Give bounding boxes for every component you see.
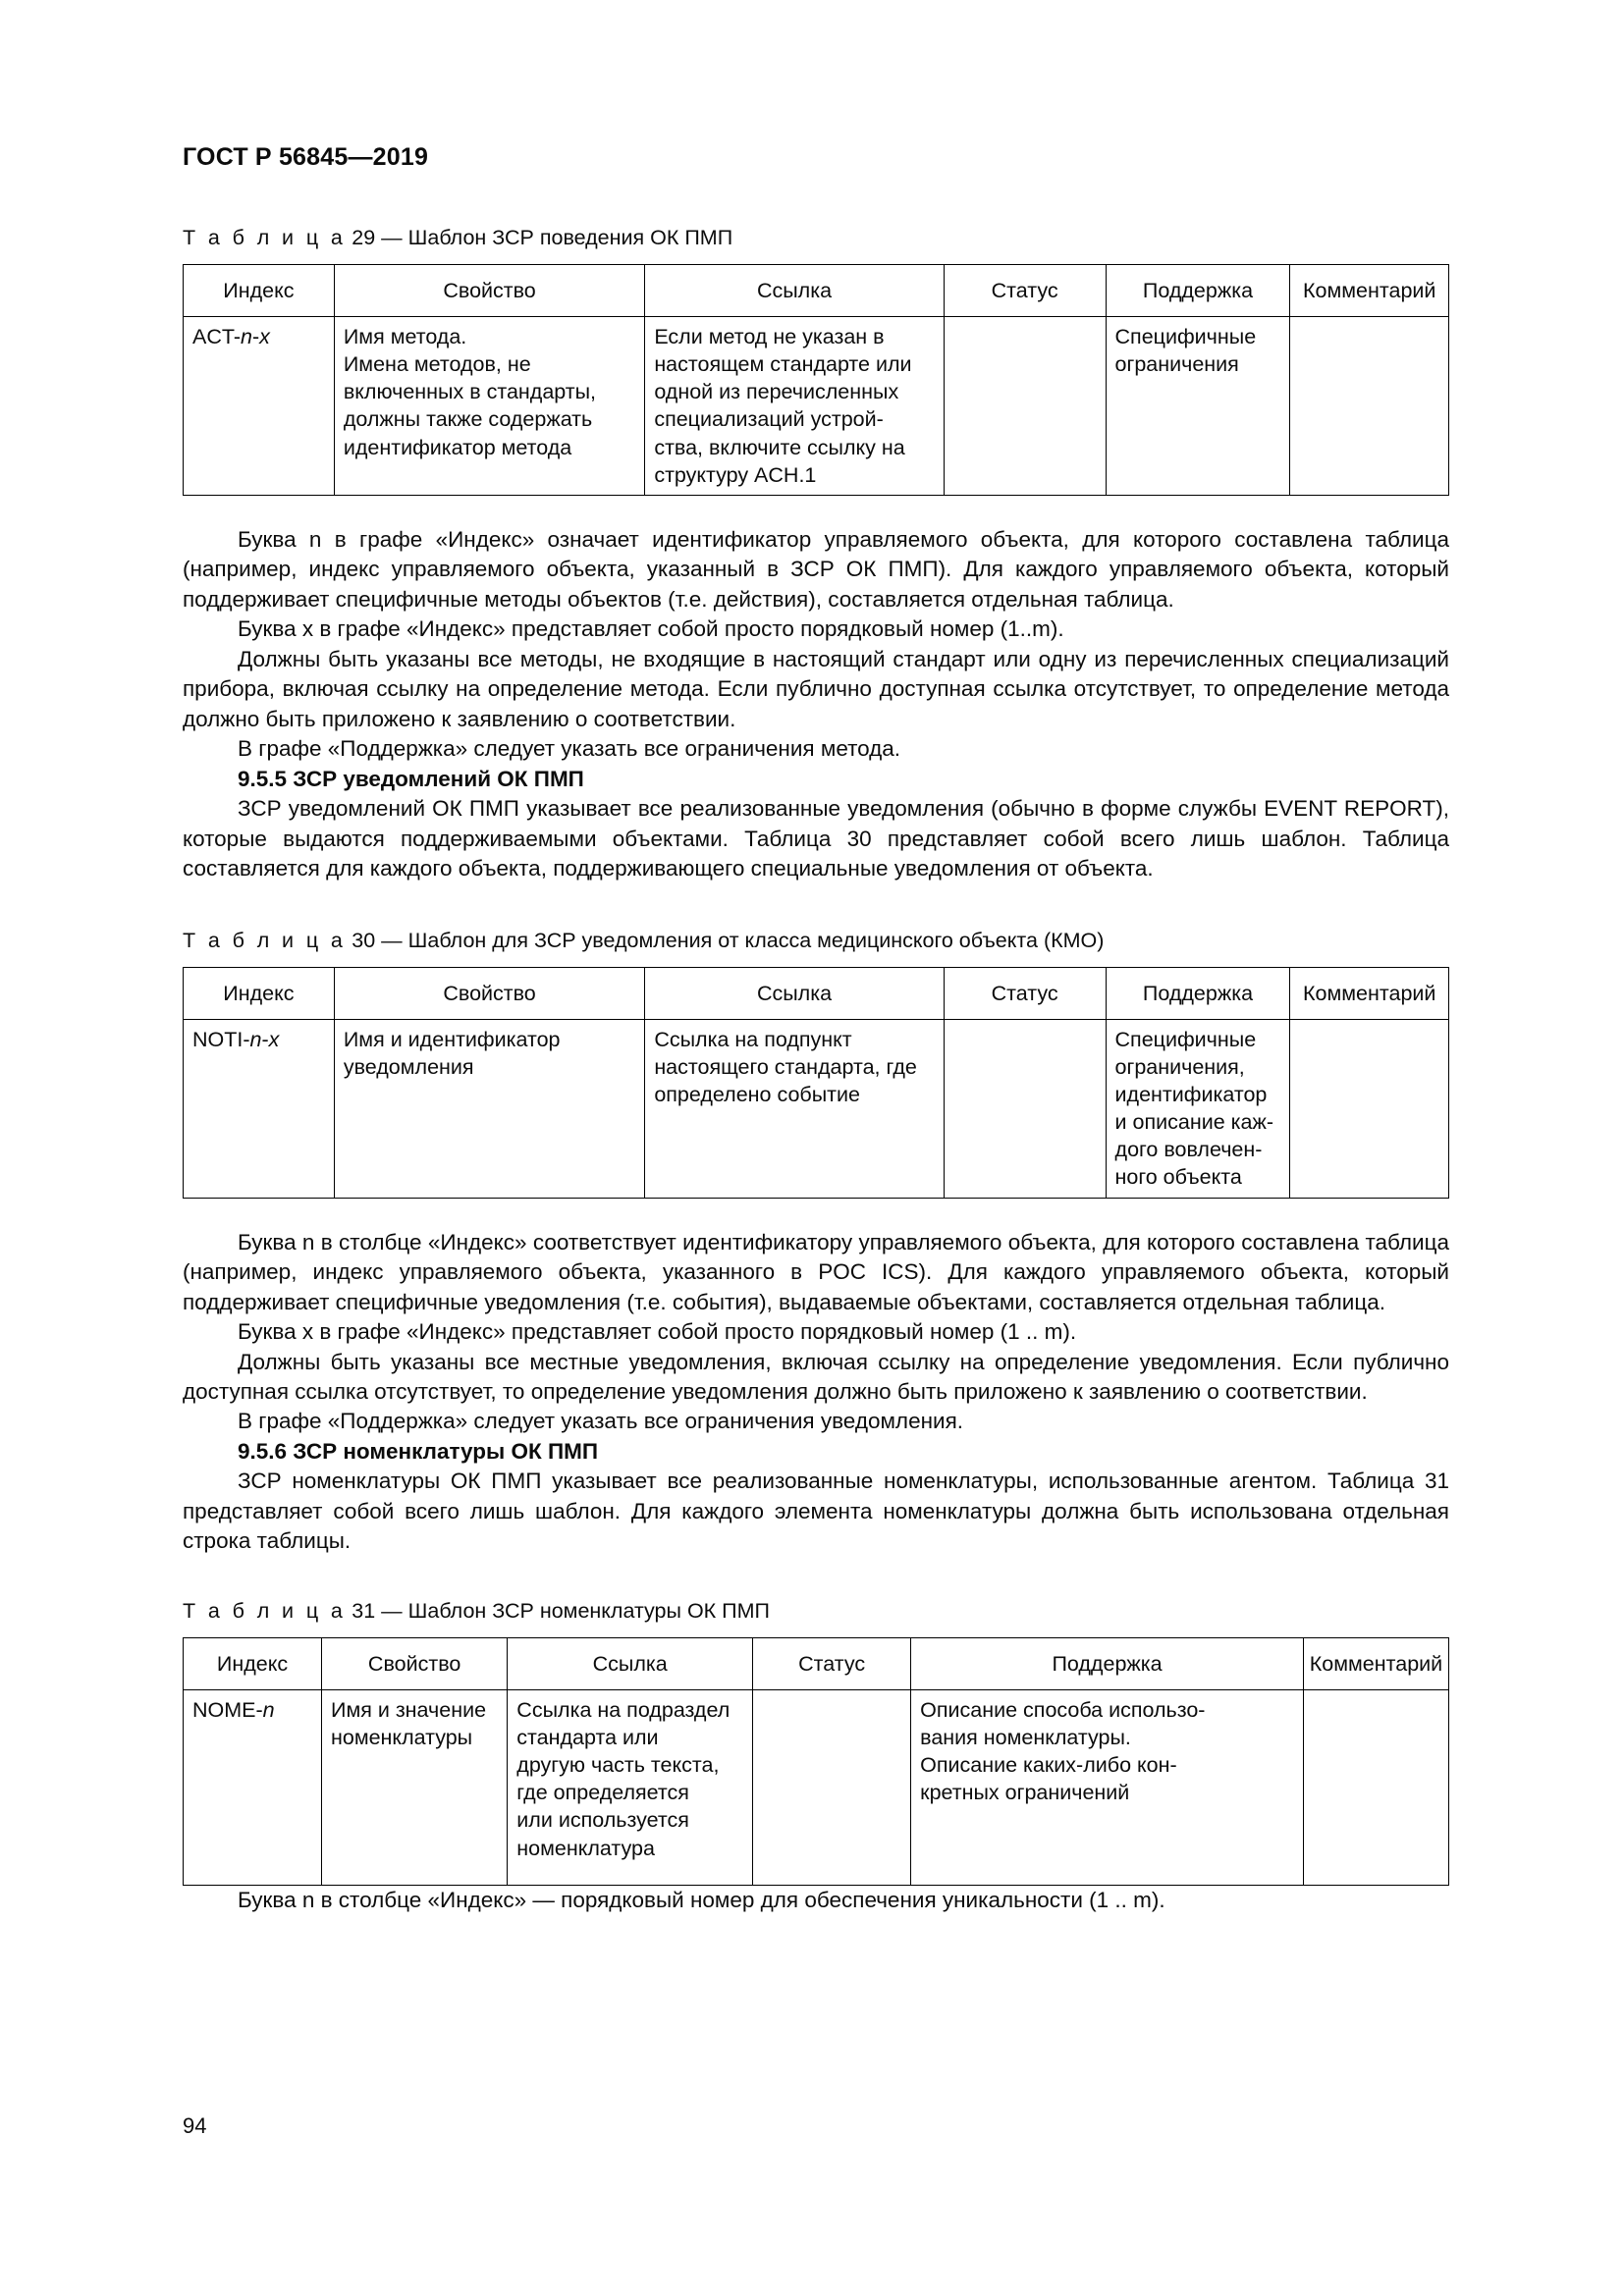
table-31-caption-title: Шаблон ЗСР номенклатуры ОК ПМП [407, 1598, 770, 1623]
page-number: 94 [183, 2113, 207, 2138]
table-29-caption [183, 225, 1449, 252]
table-30-cell-index [184, 1019, 335, 1198]
text-line: номенклатуры [330, 1725, 473, 1749]
text-line: идентификатор метода [343, 435, 572, 459]
text-line: Ссылка на подраздел [516, 1697, 731, 1722]
text-line: Специфичные [1114, 1027, 1257, 1051]
text-line: номенклатура [516, 1836, 655, 1860]
table-31-caption-number: 31 [352, 1598, 376, 1623]
text-line: ограничения, [1114, 1054, 1245, 1079]
table-30-caption-number: 30 [352, 928, 376, 952]
table-31-row [184, 1689, 1449, 1885]
text-line: одной из перечисленных [654, 380, 899, 404]
table-31-index-n: n [262, 1697, 275, 1722]
table-29-col-status: Статус [944, 264, 1106, 316]
table-29-index-prefix: ACT- [192, 324, 241, 348]
text-line: Описание способа использо- [920, 1697, 1206, 1722]
paragraph-n-letter-30: Буква n в столбце «Индекс» соответствует идентификатору управляемого объекта, для которого составлена таблица (например, индекс управляемого объекта, указанного в POC ICS). Для каждого управляемого объекта, который поддерживает специфичные уведомления (т.е. события), выдаваемые объектами, составляется отдельная таблица. [183, 1229, 1449, 1314]
text-line: Специфичные [1114, 324, 1257, 348]
text-line: ства, включите ссылку на [654, 435, 905, 459]
text-line: и описание каж- [1114, 1110, 1274, 1135]
table-30-caption-label: Т а б л и ц а [183, 928, 347, 952]
table-31-header-row [184, 1637, 1449, 1689]
table-29-caption-label: Т а б л и ц а [183, 226, 347, 249]
table-31-cell-property [321, 1689, 507, 1885]
text-line: Имена методов, не [343, 352, 531, 377]
paragraph-notifications-30: Должны быть указаны все местные уведомления, включая ссылку на определение уведомления. Если публично доступная ссылка отсутствует, то определение уведомления должно быть приложено к заявлению о соответствии. [183, 1349, 1449, 1404]
table-30-cell-reference [645, 1019, 944, 1198]
text-line: идентификатор [1114, 1082, 1268, 1106]
text-line: вания номенклатуры. [920, 1725, 1131, 1749]
text-line: стандарта или [516, 1725, 659, 1749]
table-29-cell-support [1106, 316, 1290, 495]
closing-paragraph: Буква n в столбце «Индекс» — порядковый номер для обеспечения уникальности (1 .. m). [238, 1887, 1165, 1912]
table-30-index-prefix: NOTI- [192, 1027, 250, 1051]
table-30-caption-title: Шаблон для ЗСР уведомления от класса медицинского объекта (КМО) [407, 928, 1105, 952]
section-heading-9-5-6: 9.5.6 ЗСР номенклатуры ОК ПМП [238, 1438, 599, 1464]
text-line: включенных в стандарты, [343, 380, 597, 404]
table-29-col-support: Поддержка [1106, 264, 1290, 316]
table-31-cell-support [911, 1689, 1304, 1885]
text-line: или используется [516, 1808, 689, 1833]
text-line: уведомления [343, 1054, 474, 1079]
document-header: ГОСТ Р 56845—2019 [183, 143, 429, 171]
table-30-col-index: Индекс [184, 967, 335, 1019]
table-31-col-comment: Комментарий [1303, 1637, 1448, 1689]
text-line: Ссылка на подпункт [654, 1027, 852, 1051]
text-line: Описание каких-либо кон- [920, 1753, 1177, 1778]
table-31-caption-dash: — [381, 1598, 403, 1623]
section-heading-9-5-5: 9.5.5 ЗСР уведомлений ОК ПМП [238, 766, 584, 791]
table-29-col-comment: Комментарий [1290, 264, 1449, 316]
table-29-col-reference: Ссылка [645, 264, 944, 316]
table-30-col-comment: Комментарий [1290, 967, 1449, 1019]
table-29-cell-property [334, 316, 644, 495]
page-content [183, 145, 1449, 1915]
paragraph-section-9-5-5: ЗСР уведомлений ОК ПМП указывает все реализованные уведомления (обычно в форме службы EVENT REPORT), которые выдаются поддерживаемыми объектами. Таблица 30 представляет собой всего лишь шаблон. Таблица составляется для каждого объекта, поддерживающего специальные уведомления от объекта. [183, 796, 1449, 881]
table-29-cell-index [184, 316, 335, 495]
table-29-row [184, 316, 1449, 495]
table-29-index-n: n [240, 324, 252, 348]
table-30 [183, 967, 1449, 1199]
table-31-cell-status [753, 1689, 911, 1885]
table-30-cell-support [1106, 1019, 1290, 1198]
table-30-col-reference: Ссылка [645, 967, 944, 1019]
text-line: определено событие [654, 1082, 860, 1106]
table-30-caption [183, 928, 1449, 955]
table-31-cell-index [184, 1689, 322, 1885]
table-29-col-index: Индекс [184, 264, 335, 316]
table-31-cell-comment [1303, 1689, 1448, 1885]
table-29 [183, 264, 1449, 496]
table-31-index-prefix: NOME- [192, 1697, 263, 1722]
table-29-cell-reference [645, 316, 944, 495]
paragraph-support-29: В графе «Поддержка» следует указать все ограничения метода. [238, 736, 901, 762]
paragraph-support-30: В графе «Поддержка» следует указать все ограничения уведомления. [238, 1409, 964, 1434]
table-31-col-property: Свойство [321, 1637, 507, 1689]
table-31 [183, 1637, 1449, 1886]
table-29-col-property: Свойство [334, 264, 644, 316]
table-30-caption-dash: — [381, 928, 403, 952]
table-29-caption-number: 29 [352, 226, 376, 249]
table-29-index-sep: - [251, 324, 260, 348]
table-30-col-property: Свойство [334, 967, 644, 1019]
table-31-cell-reference [508, 1689, 753, 1885]
text-line: специализаций устрой- [654, 407, 884, 432]
table-29-caption-title: Шаблон ЗСР поведения ОК ПМП [407, 226, 733, 249]
table-31-col-status: Статус [753, 1637, 911, 1689]
text-line: Если метод не указан в [654, 324, 885, 348]
text-line: ного объекта [1114, 1165, 1242, 1190]
table-29-caption-dash: — [381, 226, 403, 249]
table-30-cell-status [944, 1019, 1106, 1198]
table-30-index-sep: - [261, 1027, 269, 1051]
table-31-caption-label: Т а б л и ц а [183, 1598, 347, 1623]
text-line: настоящем стандарте или [654, 352, 912, 377]
text-line: другую часть текста, [516, 1753, 720, 1778]
text-line: дого вовлечен- [1114, 1138, 1263, 1162]
text-line: Имя и значение [330, 1697, 487, 1722]
paragraph-x-letter-30: Буква x в графе «Индекс» представляет собой просто порядковый номер (1 .. m). [238, 1319, 1077, 1345]
table-29-index-x: x [259, 324, 270, 348]
table-31-caption [183, 1598, 1449, 1626]
table-30-col-support: Поддержка [1106, 967, 1290, 1019]
text-line: кретных ограничений [920, 1781, 1130, 1805]
table-30-cell-property [334, 1019, 644, 1198]
table-30-index-x: x [268, 1027, 280, 1051]
paragraph-n-letter-29: Буква n в графе «Индекс» означает идентификатор управляемого объекта, для которого составлена таблица (например, индекс управляемого объекта, указанный в ЗСР ОК ПМП). Для каждого управляемого объекта, который поддерживает специфичные методы объектов (т.е. действия), составляется отдельная таблица. [183, 526, 1449, 612]
text-line: настоящего стандарта, где [654, 1054, 917, 1079]
paragraph-section-9-5-6: ЗСР номенклатуры ОК ПМП указывает все реализованные номенклатуры, использованные агентом. Таблица 31 представляет собой всего лишь шаблон. Для каждого элемента номенклатуры должна быть использована отдельная строка таблицы. [183, 1468, 1449, 1554]
text-line: где определяется [516, 1781, 689, 1805]
paragraph-methods-29: Должны быть указаны все методы, не входящие в настоящий стандарт или одну из перечисленных специализаций прибора, включая ссылку на определение метода. Если публично доступная ссылка отсутствует, то определение метода должно быть приложено к заявлению о соответствии. [183, 646, 1449, 731]
table-31-col-reference: Ссылка [508, 1637, 753, 1689]
table-29-cell-comment [1290, 316, 1449, 495]
table-31-col-index: Индекс [184, 1637, 322, 1689]
table-29-header-row [184, 264, 1449, 316]
table-30-index-n: n [249, 1027, 262, 1051]
table-29-cell-status [944, 316, 1106, 495]
text-line: Имя метода. [343, 324, 467, 348]
paragraph-x-letter-29: Буква x в графе «Индекс» представляет собой просто порядковый номер (1..m). [238, 616, 1064, 642]
text-line: должны также содержать [343, 407, 593, 432]
text-line: структуру ACH.1 [654, 462, 817, 487]
text-line: ограничения [1114, 352, 1239, 377]
table-31-col-support: Поддержка [911, 1637, 1304, 1689]
table-30-header-row [184, 967, 1449, 1019]
table-30-cell-comment [1290, 1019, 1449, 1198]
table-30-col-status: Статус [944, 967, 1106, 1019]
table-30-row [184, 1019, 1449, 1198]
text-line: Имя и идентификатор [343, 1027, 561, 1051]
